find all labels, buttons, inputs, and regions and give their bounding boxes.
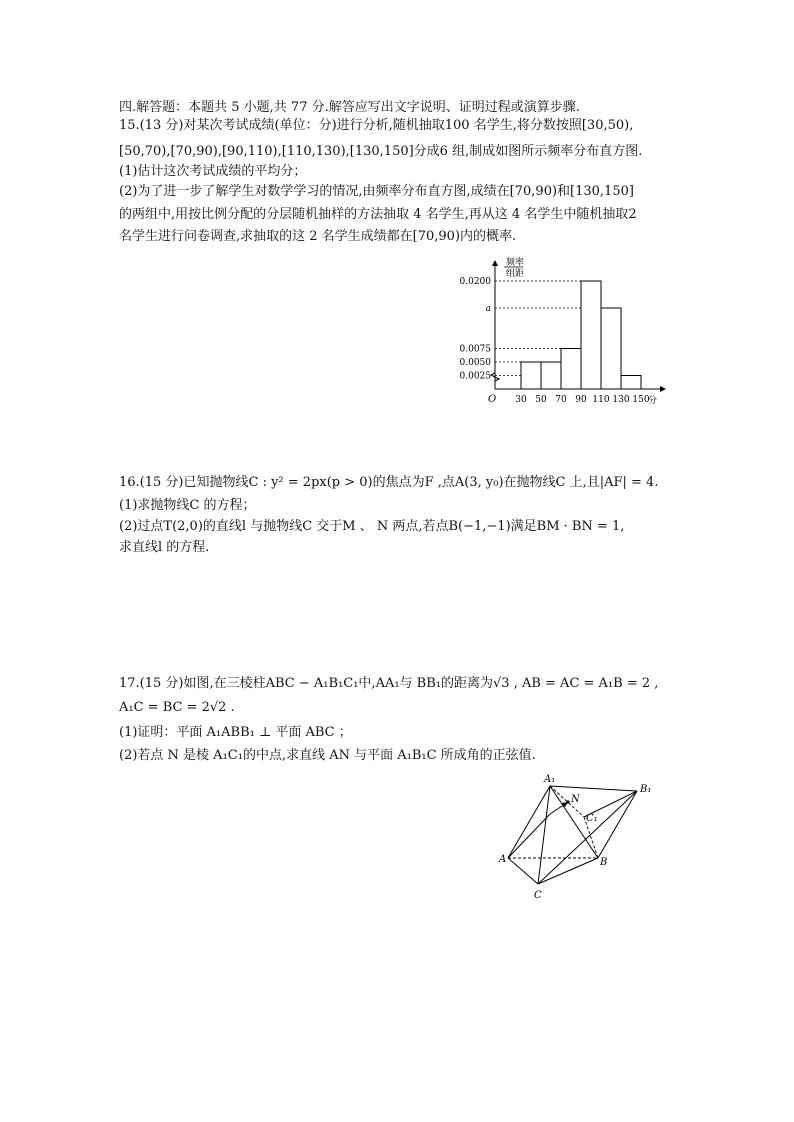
q15-line-5: 的两组中,用按比例分配的分层随机抽样的方法抽取 4 名学生,再从这 4 名学生中随机抽取2	[119, 207, 637, 222]
q15-line-1: 15.(13 分)对某次考试成绩(单位：分)进行分析,随机抽取100 名学生,将分数按照[30,50),	[119, 118, 634, 133]
bar-2	[561, 349, 581, 390]
label-a: A	[499, 854, 507, 865]
edge-c-b	[538, 858, 598, 884]
y-label-bottom: 组距	[506, 269, 525, 279]
y-tick-label-2: 0.0075	[459, 344, 491, 355]
y-tick-label-3: a	[485, 304, 491, 314]
bar-5	[621, 376, 641, 390]
edge-a1-c	[538, 786, 550, 884]
edge-b1-c	[538, 791, 637, 884]
q17-line-3: (1)证明：平面 A₁ABB₁ ⊥ 平面 ABC ；	[119, 725, 352, 740]
edge-a-c	[508, 858, 538, 884]
label-c1: C₁	[586, 813, 598, 824]
label-b: B	[600, 857, 608, 868]
y-label-top: 频率	[506, 258, 525, 268]
q15-line-3: (1)估计这次考试成绩的平均分；	[119, 164, 307, 179]
y-axis-arrow	[492, 260, 498, 266]
y-tick-label-4: 0.0200	[459, 277, 491, 287]
q16-line-3: (2)过点T(2,0)的直线l 与抛物线C 交于M 、 N 两点,若点B(−1,−1)满足BM · BN = 1,	[119, 519, 625, 534]
q15-line-4: (2)为了进一步了解学生对数学学习的情况,由频率分布直方图,成绩在[70,90)和[130,150]	[119, 184, 634, 199]
edge-a1-a	[508, 786, 550, 858]
bar-4	[601, 308, 621, 389]
q16-line-2: (1)求抛物线C 的方程；	[119, 498, 256, 513]
x-tick-label-0: 30	[515, 395, 527, 405]
x-tick-label-4: 110	[592, 395, 610, 405]
x-tick-label-1: 50	[535, 395, 547, 405]
x-tick-label-3: 90	[575, 395, 587, 405]
label-a1: A₁	[544, 774, 556, 785]
x-axis-arrow	[660, 386, 666, 392]
x-tick-label-5: 130	[612, 395, 630, 405]
q16-line-4: 求直线l 的方程.	[119, 540, 210, 555]
bar-3	[581, 281, 601, 389]
q17-line-1: 17.(15 分)如图,在三棱柱ABC − A₁B₁C₁中,AA₁与 BB₁的距离为√3 , AB = AC = A₁B = 2 ,	[119, 676, 659, 691]
q15-line-2: [50,70),[70,90),[90,110),[110,130),[130,150]分成6 组,制成如图所示频率分布直方图.	[119, 144, 643, 159]
prism-svg	[490, 770, 670, 905]
x-tick-label-2: 70	[555, 395, 567, 405]
origin-label: O	[488, 394, 497, 405]
triangular-prism-figure	[490, 770, 670, 909]
bar-1	[541, 362, 561, 389]
q15-line-6: 名学生进行问卷调查,求抽取的这 2 名学生成绩都在[70,90)内的概率.	[119, 229, 517, 244]
q17-line-2: A₁C = BC = 2√2 .	[119, 700, 235, 715]
y-tick-label-1: 0.0050	[459, 358, 491, 368]
label-n: N	[571, 794, 580, 805]
bar-0	[521, 362, 541, 389]
label-b1: B₁	[640, 784, 652, 795]
q16-line-1: 16.(15 分)已知抛物线C : y² = 2px(p > 0)的焦点为F ,点A(3, y₀)在抛物线C 上,且|AF| = 4.	[119, 475, 659, 490]
histogram-svg	[455, 252, 675, 412]
point-n	[566, 800, 569, 803]
section-header: 四.解答题：本题共 5 小题,共 77 分.解答应写出文字说明、证明过程或演算步骤.	[119, 100, 580, 115]
q17-line-4: (2)若点 N 是棱 A₁C₁的中点,求直线 AN 与平面 A₁B₁C 所成角的正弦值.	[119, 748, 536, 763]
label-c: C	[534, 890, 542, 901]
frequency-histogram	[455, 252, 675, 416]
x-tick-label-6: 150	[632, 395, 650, 405]
edge-a1-b1	[550, 786, 637, 791]
x-axis-label: 分	[648, 396, 658, 406]
y-tick-label-0: 0.0025	[459, 371, 491, 382]
